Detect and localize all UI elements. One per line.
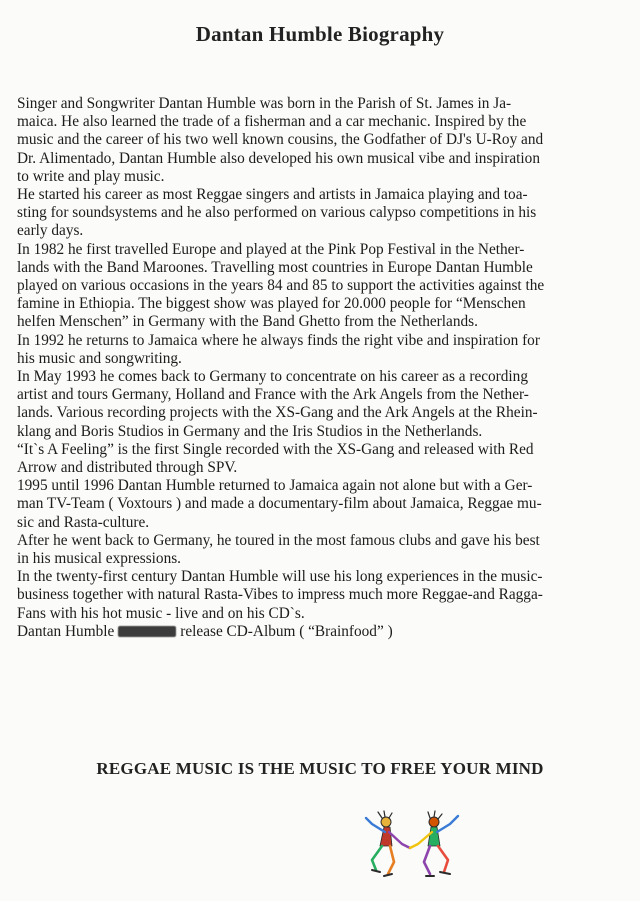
text-line: Arrow and distributed through SPV.: [17, 459, 238, 477]
text-line: played on various occasions in the years 84 and 85 to support the activities against the: [17, 277, 545, 295]
text-line: maica. He also learned the trade of a fisherman and a car mechanic. Inspired by the: [17, 113, 527, 131]
text-line: In 1992 he returns to Jamaica where he always finds the right vibe and inspiration for: [17, 331, 540, 349]
text-line: Dr. Alimentado, Dantan Humble also developed his own musical vibe and inspiration: [17, 149, 540, 167]
text-line-final-start: Dantan Humble: [17, 622, 115, 640]
text-line: He started his career as most Reggae singers and artists in Jamaica playing and toa-: [17, 186, 528, 204]
text-line: lands with the Band Maroones. Travelling most countries in Europe Dantan Humble: [17, 258, 533, 276]
text-line-final: [17, 623, 617, 641]
text-line: to write and play music.: [17, 167, 165, 185]
text-line: After he went back to Germany, he toured in the most famous clubs and gave his best: [17, 531, 540, 549]
text-line: In the twenty-first century Dantan Humble will use his long experiences in the music-: [17, 568, 543, 586]
page-title: Dantan Humble Biography: [195, 22, 445, 46]
text-line: In May 1993 he comes back to Germany to concentrate on his career as a recording: [17, 368, 528, 386]
text-line: music and the career of his two well known cousins, the Godfather of DJ's U-Roy and: [17, 131, 544, 149]
text-line: early days.: [17, 222, 84, 240]
text-line: Fans with his hot music - live and on his CD`s.: [17, 604, 305, 622]
slogan: REGGAE MUSIC IS THE MUSIC TO FREE YOUR MIND: [96, 759, 544, 778]
text-line: helfen Menschen” in Germany with the Band Ghetto from the Netherlands.: [17, 313, 478, 331]
text-line: In 1982 he first travelled Europe and played at the Pink Pop Festival in the Nether-: [17, 240, 525, 258]
dancing-figures-icon: [358, 810, 468, 890]
text-line: famine in Ethiopia. The biggest show was played for 20.000 people for “Menschen: [17, 295, 526, 313]
text-line: sting for soundsystems and he also performed on various calypso competitions in his: [17, 204, 537, 222]
text-line: artist and tours Germany, Holland and France with the Ark Angels from the Nether-: [17, 386, 529, 404]
text-line: lands. Various recording projects with the XS-Gang and the Ark Angels at the Rhein-: [17, 404, 538, 422]
text-line: in his musical expressions.: [17, 550, 182, 568]
text-line: his music and songwriting.: [17, 349, 182, 367]
text-line: business together with natural Rasta-Vibes to impress much more Reggae-and Ragga-: [17, 586, 543, 604]
text-line: sic and Rasta-culture.: [17, 513, 150, 531]
text-line-final-end: release CD-Album ( “Brainfood” ): [180, 622, 393, 640]
text-line: klang and Boris Studios in Germany and the Iris Studios in the Netherlands.: [17, 422, 483, 440]
biography-text: [17, 95, 617, 641]
redaction-mark: [118, 626, 176, 637]
text-line: man TV-Team ( Voxtours ) and made a documentary-film about Jamaica, Reggae mu-: [17, 495, 542, 513]
text-line: Singer and Songwriter Dantan Humble was born in the Parish of St. James in Ja-: [17, 95, 512, 112]
text-line: “It`s A Feeling” is the first Single recorded with the XS-Gang and released with Red: [17, 440, 534, 458]
text-line: 1995 until 1996 Dantan Humble returned to Jamaica again not alone but with a Ger-: [17, 477, 533, 495]
